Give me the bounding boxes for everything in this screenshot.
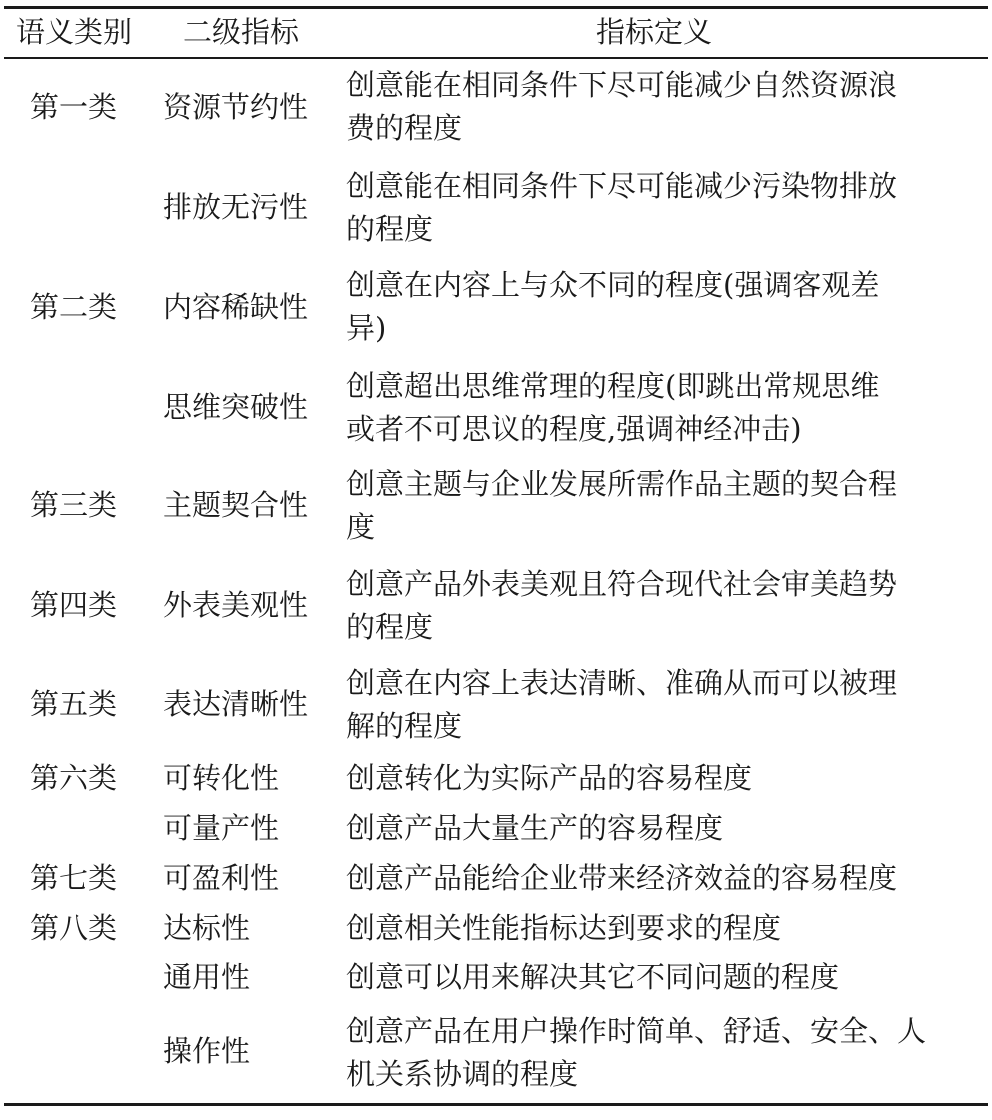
row-definition-line: 创意能在相同条件下尽可能减少自然资源浪 xyxy=(346,68,898,102)
row-definition-line: 机关系协调的程度 xyxy=(346,1057,579,1091)
row-indicator: 主题契合性 xyxy=(163,488,309,522)
row-category: 第二类 xyxy=(30,290,118,324)
row-definition-line: 的程度 xyxy=(346,610,434,644)
row-indicator: 可量产性 xyxy=(163,811,280,845)
row-definition-line: 创意产品能给企业带来经济效益的容易程度 xyxy=(346,861,898,895)
row-indicator: 排放无污性 xyxy=(163,190,309,224)
row-indicator: 外表美观性 xyxy=(163,588,309,622)
row-definition-line: 创意产品在用户操作时简单、舒适、安全、人 xyxy=(346,1014,927,1048)
table-top-rule xyxy=(4,6,988,9)
row-category: 第四类 xyxy=(30,588,118,622)
row-indicator: 达标性 xyxy=(163,911,251,945)
row-category: 第三类 xyxy=(30,488,118,522)
row-definition-line: 异) xyxy=(346,311,387,345)
header-definition: 指标定义 xyxy=(596,15,713,49)
row-definition-line: 创意在内容上表达清晰、准确从而可以被理 xyxy=(346,666,898,700)
row-definition-line: 的程度 xyxy=(346,212,434,246)
row-definition-line: 创意转化为实际产品的容易程度 xyxy=(346,761,753,795)
row-indicator: 表达清晰性 xyxy=(163,687,309,721)
row-definition-line: 创意主题与企业发展所需作品主题的契合程 xyxy=(346,467,898,501)
row-definition-line: 创意在内容上与众不同的程度(强调客观差 xyxy=(346,268,880,302)
row-definition-line: 费的程度 xyxy=(346,111,463,145)
row-category: 第七类 xyxy=(30,861,118,895)
row-definition-line: 创意相关性能指标达到要求的程度 xyxy=(346,911,782,945)
table-header-rule xyxy=(4,57,988,59)
row-indicator: 内容稀缺性 xyxy=(163,290,309,324)
row-definition-line: 创意能在相同条件下尽可能减少污染物排放 xyxy=(346,169,898,203)
row-category: 第五类 xyxy=(30,687,118,721)
row-indicator: 通用性 xyxy=(163,960,251,994)
row-definition-line: 创意可以用来解决其它不同问题的程度 xyxy=(346,960,840,994)
row-definition-line: 创意产品大量生产的容易程度 xyxy=(346,811,724,845)
row-category: 第八类 xyxy=(30,911,118,945)
row-indicator: 操作性 xyxy=(163,1034,251,1068)
row-definition-line: 解的程度 xyxy=(346,709,463,743)
row-indicator: 思维突破性 xyxy=(163,390,309,424)
row-definition-line: 或者不可思议的程度,强调神经冲击) xyxy=(346,412,802,446)
row-definition-line: 度 xyxy=(346,510,376,544)
row-category: 第六类 xyxy=(30,761,118,795)
row-indicator: 可转化性 xyxy=(163,761,280,795)
header-indicator: 二级指标 xyxy=(183,15,300,49)
table-bottom-rule xyxy=(4,1103,988,1106)
header-category: 语义类别 xyxy=(16,15,133,49)
row-definition-line: 创意超出思维常理的程度(即跳出常规思维 xyxy=(346,369,880,403)
row-definition-line: 创意产品外表美观且符合现代社会审美趋势 xyxy=(346,567,898,601)
row-category: 第一类 xyxy=(30,90,118,124)
row-indicator: 资源节约性 xyxy=(163,90,309,124)
row-indicator: 可盈利性 xyxy=(163,861,280,895)
